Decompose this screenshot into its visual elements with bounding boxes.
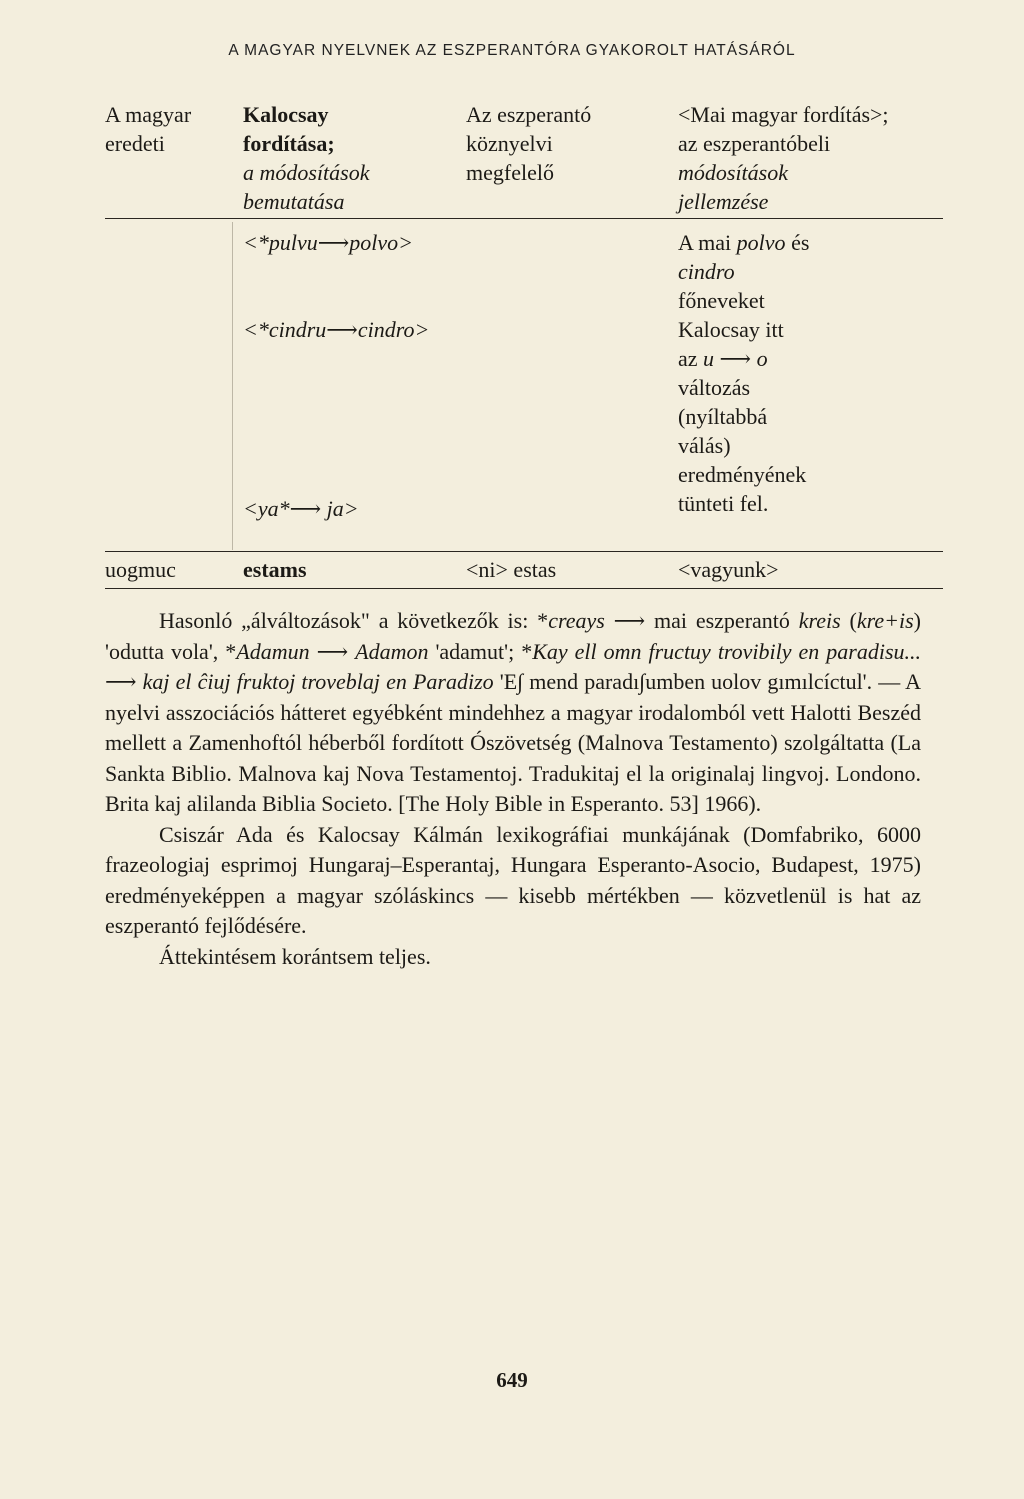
col4-header: <Mai magyar fordítás>; az eszperantóbeli módosítások jellemzése	[678, 102, 889, 214]
column-divider	[232, 222, 233, 550]
table-bottom-rule	[105, 588, 943, 589]
row2-col2: estams	[243, 557, 307, 582]
entry-cindru: <*cindru⟶cindro>	[243, 317, 430, 342]
paragraph-2: Csiszár Ada és Kalocsay Kálmán lexikográfiai munkájának (Domfabriko, 6000 frazeologiaj esprimoj Hungaraj–Esperantaj, Hungara Esperanto-Asocio, Budapest, 1975) eredményeképpen a magyar szóláskincs — kisebb mértékben — közvetlenül is hat az eszperantó fejlődésére.	[105, 821, 921, 938]
row2-col1: uogmuc	[105, 557, 176, 582]
row2-col3: <ni> estas	[466, 557, 557, 582]
header-rule	[105, 218, 943, 219]
col3-header: Az eszperantó köznyelvi megfelelő	[466, 102, 592, 185]
explanation-note: A mai polvo és cindro főneveket Kalocsay itt az u ⟶ o változás (nyíltabbá válás) eredményének tünteti fel.	[678, 230, 810, 516]
col2-header: Kalocsay fordítása; a módosítások bemutatása	[243, 102, 370, 214]
entry-ya: <ya*⟶ ja>	[243, 496, 359, 521]
row2-col4: <vagyunk>	[678, 557, 779, 582]
page-number: 649	[496, 1368, 528, 1392]
entry-pulvu: <*pulvu⟶polvo>	[243, 230, 413, 255]
col1-header: A magyar eredeti	[105, 102, 192, 156]
paragraph-3: Áttekintésem korántsem teljes.	[159, 943, 431, 969]
running-head: A MAGYAR NYELVNEK AZ ESZPERANTÓRA GYAKOROLT HATÁSÁRÓL	[228, 42, 796, 59]
body-text	[105, 606, 921, 972]
row-rule-top	[105, 551, 943, 552]
paragraph-1: Hasonló „álváltozások" a következők is: *creays ⟶ mai eszperantó kreis (kre+is) 'odutta vola', *Adamun ⟶ Adamon 'adamut'; *Kay ell omn fructuy trovibily en paradisu... ⟶ kaj el ĉiuj fruktoj troveblaj en Paradizo 'E∫ mend paradı∫umben uolov gımılcíctul'. — A nyelvi asszociációs hátteret egyébként mindehhez a magyar irodalomból vett Halotti Beszéd mellett a Zamenhoftól héberből fordított Ószövetség (Malnova Testamento) szolgáltatta (La Sankta Biblio. Malnova kaj Nova Testamentoj. Tradukitaj el la originalaj lingvoj. Londono. Brita kaj alilanda Biblia Societo. [The Holy Bible in Esperanto. 53] 1966).	[105, 608, 922, 816]
